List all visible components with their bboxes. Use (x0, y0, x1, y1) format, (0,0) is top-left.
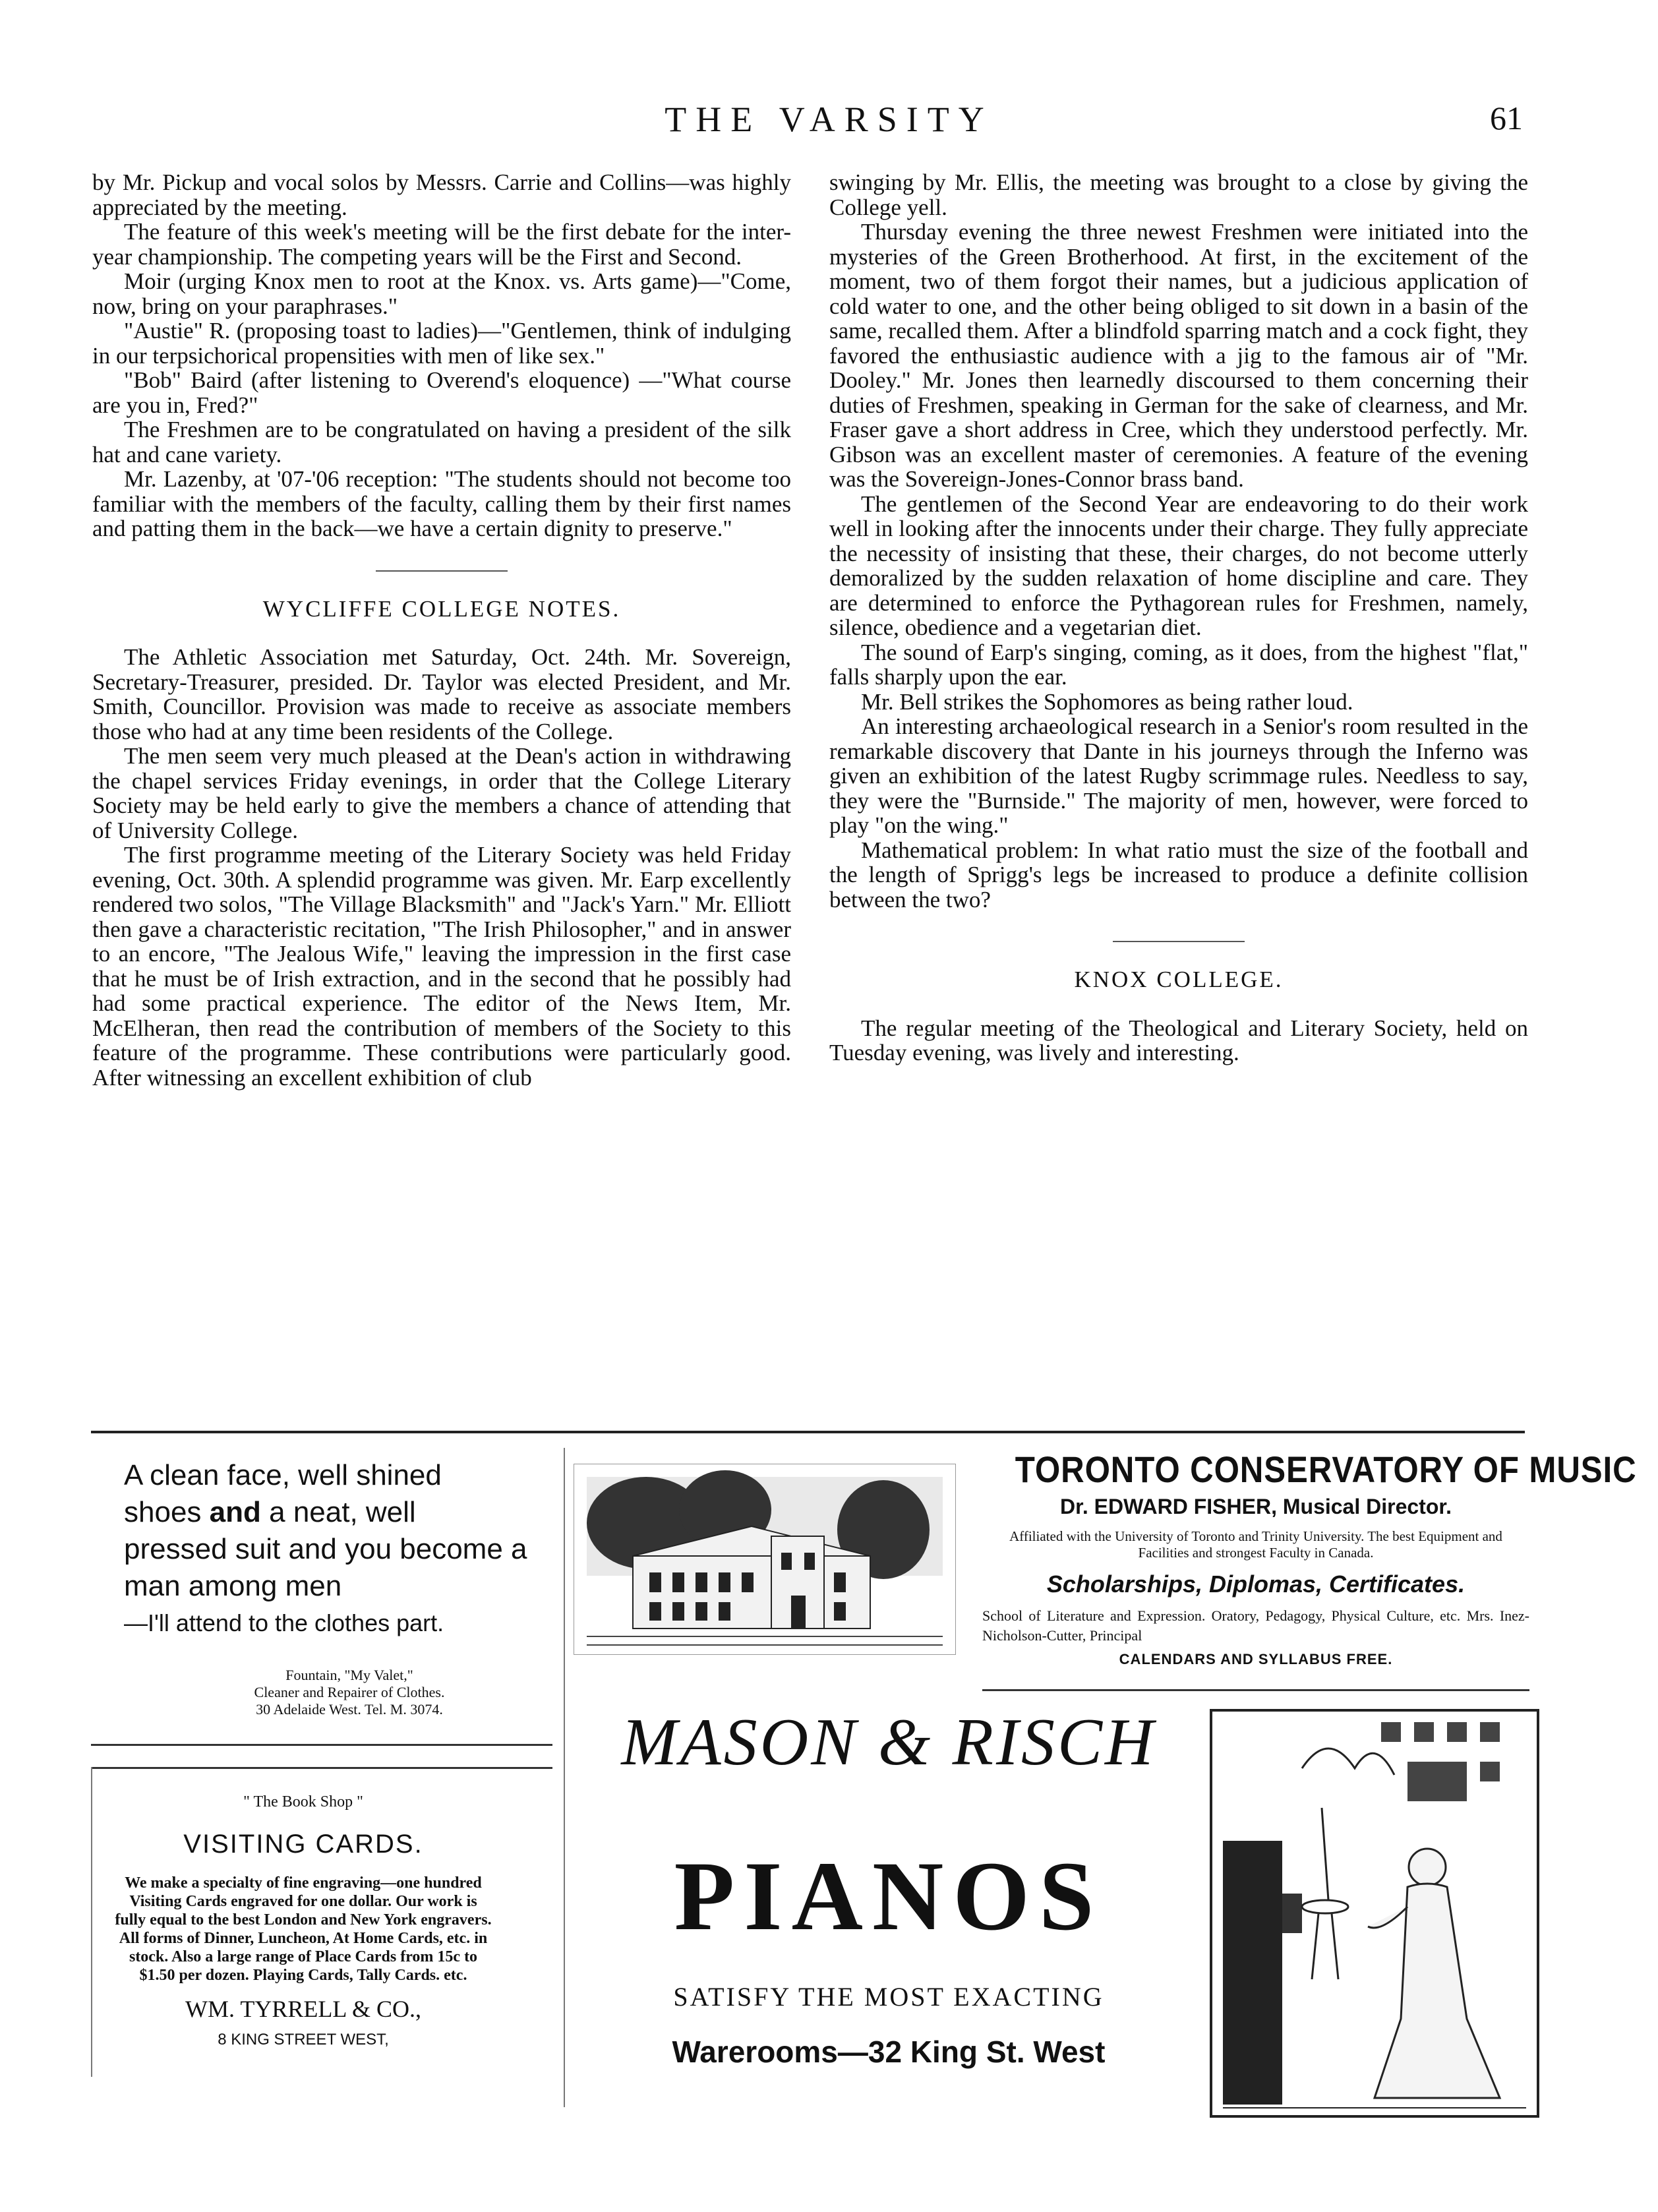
valet-text-bold: and (209, 1496, 261, 1528)
section-divider (376, 570, 508, 572)
valet-line-4: —I'll attend to the clothes part. (124, 1609, 444, 1636)
paragraph: The gentlemen of the Second Year are endeavoring to do their work well in looking after the innocents under their charge. They fully appreciate the necessity of insisting that these, their charges, do not become utterly demoralized by the sudden relaxation of home discipline and care. They are determined to enforce the Pythagorean rules for Freshmen, namely, silence, obedience and a vegetarian diet. (829, 491, 1528, 640)
paragraph: The Athletic Association met Saturday, Oct. 24th. Mr. Sovereign, Secretary-Treasurer, presided. Dr. Taylor was elected President, and Mr. Smith, Councillor. Provision was made to receive as associate members those who had at any time been residents of the College. (92, 644, 791, 744)
bookshop-body: We make a specialty of fine engraving—one hundred Visiting Cards engraved for one dollar. Our work is fully equal to the best London and New York engravers. All forms of Dinner, Luncheon, At Home Cards, etc. in stock. Also a large range of Place Cards from 15c to $1.50 per dozen. Playing Cards, Tally Cards. etc. (115, 1874, 492, 1984)
ad-top-rule (91, 1431, 1525, 1433)
section-heading-knox: KNOX COLLEGE. (1074, 967, 1284, 992)
mason-risch-warerooms: Warerooms—32 King St. West (672, 2035, 1106, 2069)
section-heading-wycliffe: WYCLIFFE COLLEGE NOTES. (262, 595, 621, 622)
paragraph: Thursday evening the three newest Freshmen were initiated into the mysteries of the Green Brotherhood. At first, in the excitement of the moment, two of them forgot their names, but a judicious application of cold water to one, and the other being obliged to sit down in a basin of the same, recalled them. After a blindfold sparring match and a cock fight, they favored the enthusiastic audience with a jig to the famous air of "Mr. Dooley." Mr. Jones then learnedly discoursed to them concerning their duties of Freshmen, speaking in German for the sake of clearness, and Mr. Fraser gave a short address in Cree, which they understood perfectly. Mr. Gibson was an excellent master of ceremonies. A feature of the evening was the Sovereign-Jones-Connor brass band. (829, 219, 1528, 492)
valet-sig-line: Fountain, "My Valet," (285, 1667, 413, 1683)
bookshop-ad (86, 1780, 521, 2049)
conservatory-calendars: CALENDARS AND SYLLABUS FREE. (1119, 1651, 1393, 1667)
valet-text: a neat, well (269, 1496, 416, 1528)
piano-lady-illustration (1210, 1709, 1539, 2118)
valet-line-2 (124, 1494, 539, 1531)
valet-signature (178, 1667, 521, 1718)
paragraph: The regular meeting of the Theological and Literary Society, held on Tuesday evening, was lively and interesting. (829, 1015, 1528, 1065)
valet-line-1: A clean face, well shined (124, 1459, 442, 1491)
paragraph: Mr. Lazenby, at '07-'06 reception: "The students should not become too familiar with the members of the faculty, calling them by their first names and patting them in the back—we have a certain dignity to preserve." (92, 466, 791, 541)
mason-risch-pianos: PIANOS (674, 1841, 1104, 1951)
section-divider (1113, 941, 1245, 942)
valet-sig-line: 30 Adelaide West. Tel. M. 3074. (256, 1701, 443, 1718)
paragraph: swinging by Mr. Ellis, the meeting was brought to a close by giving the College yell. (829, 169, 1528, 220)
left-column (92, 170, 791, 1090)
mason-risch-tagline: SATISFY THE MOST EXACTING (673, 1982, 1104, 2012)
conservatory-affiliation: Affiliated with the University of Toronto and Trinity University. The best Equipment and Facilities and strongest Faculty in Canada. (1009, 1528, 1502, 1561)
valet-text: shoes (124, 1496, 202, 1528)
paragraph: Moir (urging Knox men to root at the Knox. vs. Arts game)—"Come, now, bring on your paraphrases." (92, 268, 791, 319)
paragraph: The feature of this week's meeting will be the first debate for the inter-year championship. The competing years will be the First and Second. (92, 219, 791, 270)
right-column (829, 170, 1528, 1065)
conservatory-name: TORONTO CONSERVATORY OF MUSIC (1015, 1449, 1637, 1490)
page-number: 61 (1490, 100, 1523, 136)
paragraph: "Bob" Baird (after listening to Overend's eloquence) —"What course are you in, Fred?" (92, 367, 791, 418)
ad-divider-vertical (564, 1448, 565, 2107)
paragraph: Mathematical problem: In what ratio must the size of the football and the length of Sprigg's legs be increased to produce a definite collision between the two? (829, 837, 1528, 912)
conservatory-bottom-rule (982, 1689, 1529, 1691)
conservatory-scholarships: Scholarships, Diplomas, Certificates. (1046, 1570, 1466, 1598)
conservatory-school: School of Literature and Expression. Oratory, Pedagogy, Physical Culture, etc. Mrs. Inez-Nicholson-Cutter, Principal (982, 1607, 1529, 1644)
paragraph: The sound of Earp's singing, coming, as it does, from the highest "flat," falls sharply upon the ear. (829, 639, 1528, 690)
paragraph: An interesting archaeological research in a Senior's room resulted in the remarkable discovery that Dante in his journeys through the Inferno was given an exhibition of the latest Rugby scrimmage rules. Needless to say, they were the "Burnside." The majority of men, however, were forced to play "on the wing." (829, 713, 1528, 838)
valet-line-3: pressed suit and you become a man among men (124, 1533, 527, 1602)
ad-divider-left (91, 1744, 552, 1746)
conservatory-director: Dr. EDWARD FISHER, Musical Director. (1060, 1495, 1452, 1518)
paragraph: by Mr. Pickup and vocal solos by Messrs. Carrie and Collins—was highly appreciated by the meeting. (92, 169, 791, 220)
valet-ad (124, 1457, 539, 1642)
bookshop-tag: " The Book Shop " (243, 1793, 363, 1810)
bookshop-firm: WM. TYRRELL & CO., (185, 1996, 421, 2022)
paragraph: Mr. Bell strikes the Sophomores as being rather loud. (861, 688, 1353, 715)
ad-divider-left-2 (91, 1767, 552, 1769)
bookshop-address: 8 KING STREET WEST, (218, 2031, 389, 2048)
conservatory-building-image (574, 1464, 956, 1655)
paragraph: "Austie" R. (proposing toast to ladies)—"Gentlemen, think of indulging in our terpsichorical propensities with men of like sex." (92, 318, 791, 369)
paragraph: The Freshmen are to be congratulated on having a president of the silk hat and cane variety. (92, 417, 791, 467)
paragraph: The men seem very much pleased at the Dean's action in withdrawing the chapel services Friday evenings, in order that the College Literary Society may be held early to give the members a chance of attending that of University College. (92, 743, 791, 843)
conservatory-ad (982, 1448, 1637, 1668)
paragraph: The first programme meeting of the Literary Society was held Friday evening, Oct. 30th. A splendid programme was given. Mr. Earp excellently rendered two solos, "The Village Blacksmith" and "Jack's Yarn." Mr. Elliott then gave a characteristic recitation, "The Irish Philosopher," and in answer to an encore, "The Jealous Wife," leaving the impression in the first case that he must be of Irish extraction, and in the second that he possibly had had some practical experience. The editor of the News Item, Mr. McElheran, then read the contribution of members of the Society to this feature of the programme. These contributions were particularly good. After witnessing an excellent exhibition of club (92, 842, 791, 1091)
mason-risch-name: MASON & RISCH (621, 1705, 1156, 1779)
valet-sig-line: Cleaner and Repairer of Clothes. (254, 1684, 445, 1700)
page-header-title: THE VARSITY (665, 100, 993, 139)
bookshop-title: VISITING CARDS. (183, 1830, 423, 1859)
